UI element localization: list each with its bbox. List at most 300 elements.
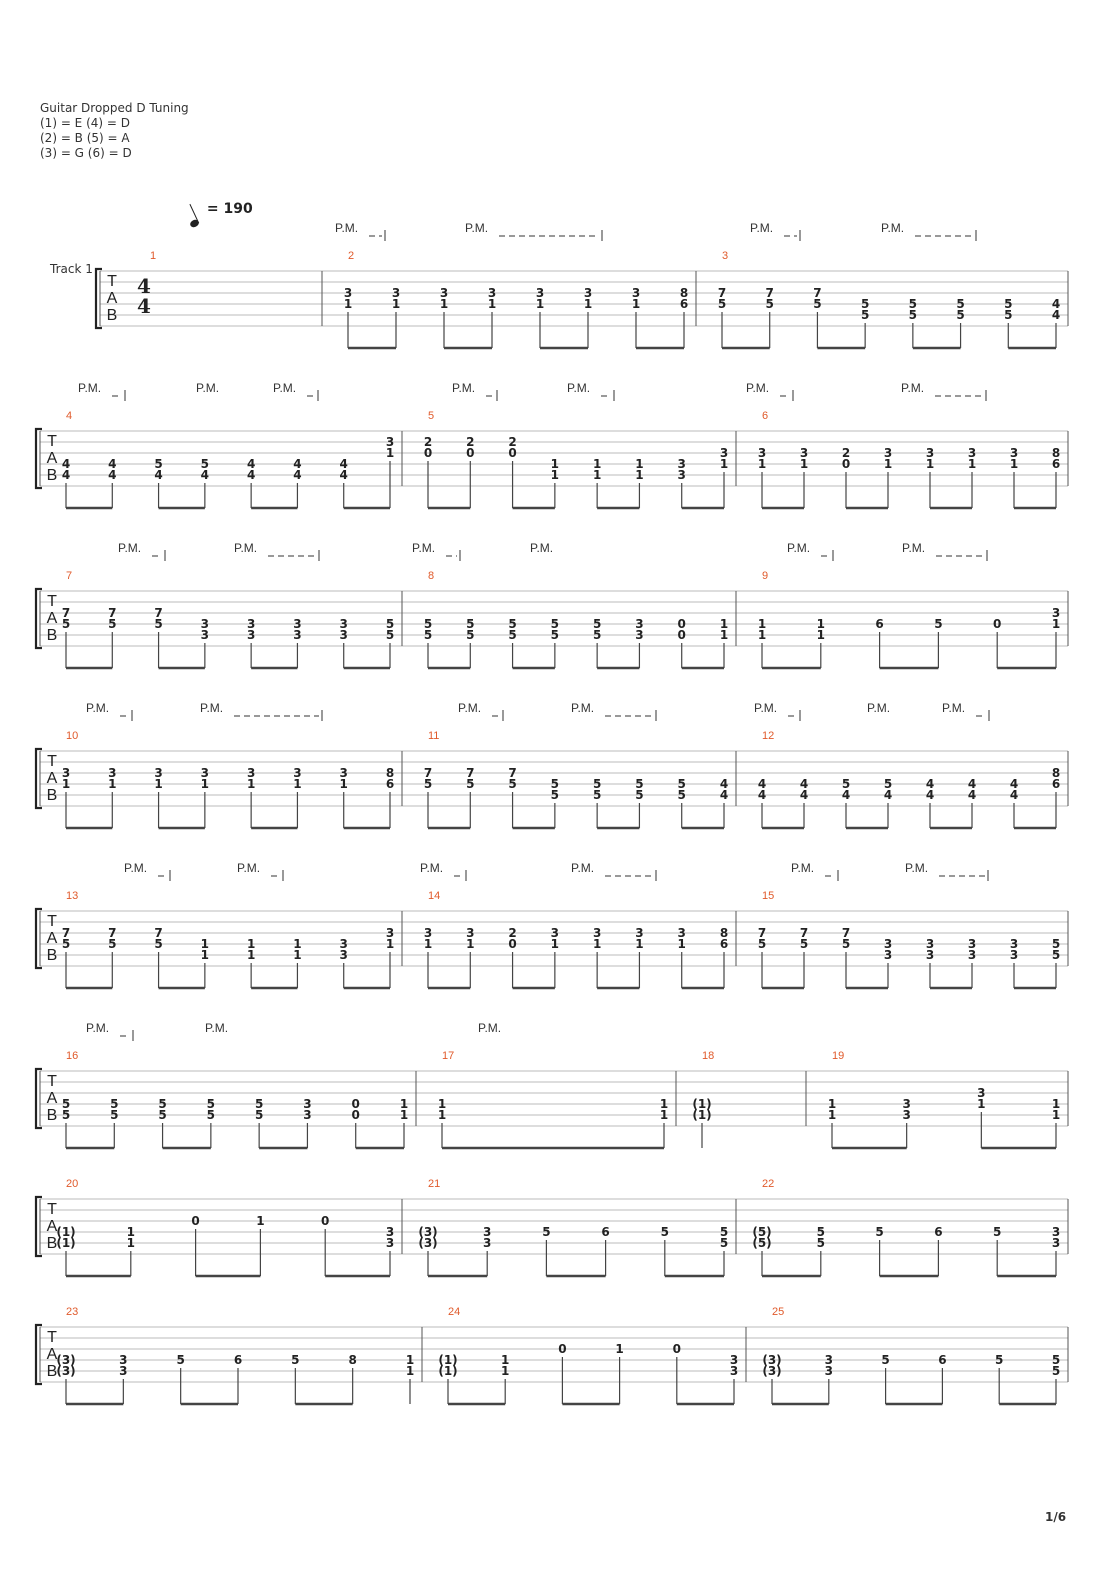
- fret-number: 1: [631, 297, 641, 311]
- fret-number: 3: [535, 286, 545, 300]
- tempo-value: = 190: [206, 201, 253, 217]
- fret-number: 1: [719, 617, 729, 631]
- fret-number: 5: [1051, 1353, 1061, 1367]
- fret-number: 5: [550, 617, 560, 631]
- fret-number: 7: [108, 926, 117, 940]
- fret-number: 1: [659, 1108, 669, 1122]
- fret-number: 5: [860, 297, 870, 311]
- tab-clef-letter: B: [46, 627, 58, 644]
- fret-number: 1: [883, 457, 893, 471]
- fret-number: 5: [550, 628, 560, 642]
- fret-number: 1: [246, 777, 256, 791]
- palm-mute-label: P.M.: [124, 861, 148, 875]
- fret-number: 3: [385, 1225, 395, 1239]
- fret-number: 5: [677, 788, 686, 802]
- measure-number: 13: [66, 890, 79, 902]
- fret-number: 1: [437, 1097, 447, 1111]
- fret-number: 7: [423, 766, 433, 780]
- tuning-title: Guitar Dropped D Tuning: [40, 101, 189, 115]
- fret-number: 0: [558, 1342, 567, 1356]
- fret-number: 1: [592, 468, 602, 482]
- fret-number: 5: [956, 297, 965, 311]
- fret-number: 4: [1051, 297, 1061, 311]
- fret-number: 5: [719, 1225, 729, 1239]
- fret-number: 6: [601, 1225, 610, 1239]
- fret-number: 3: [799, 446, 809, 460]
- fret-number: 3: [824, 1353, 833, 1367]
- fret-number: 3: [925, 446, 935, 460]
- fret-number: 1: [385, 446, 395, 460]
- fret-number: 1: [154, 777, 163, 791]
- fret-number: 6: [679, 297, 689, 311]
- fret-number: 4: [339, 457, 348, 471]
- fret-number: 4: [61, 457, 71, 471]
- fret-number: 7: [61, 926, 71, 940]
- palm-mute-label: P.M.: [750, 221, 774, 235]
- fret-number: 3: [635, 617, 644, 631]
- palm-mute-label: P.M.: [567, 381, 591, 395]
- fret-number: (3): [56, 1353, 76, 1367]
- fret-number: 5: [875, 1225, 884, 1239]
- fret-number: (3): [762, 1353, 782, 1367]
- fret-number: 1: [635, 457, 644, 471]
- palm-mute-label: P.M.: [465, 221, 489, 235]
- fret-number: 3: [200, 628, 210, 642]
- fret-number: 8: [1051, 446, 1061, 460]
- fret-number: 1: [592, 457, 602, 471]
- measure-number: 1: [150, 250, 157, 262]
- fret-number: 5: [592, 628, 602, 642]
- palm-mute-label: P.M.: [412, 541, 436, 555]
- fret-number: 4: [757, 788, 767, 802]
- fret-number: 1: [816, 617, 825, 631]
- fret-number: (1): [692, 1108, 712, 1122]
- fret-number: 5: [592, 788, 602, 802]
- fret-number: 7: [466, 766, 475, 780]
- fret-number: 1: [827, 1108, 837, 1122]
- fret-number: 1: [200, 937, 210, 951]
- fret-number: 3: [293, 628, 302, 642]
- fret-number: 6: [233, 1353, 243, 1367]
- fret-number: 5: [816, 1225, 825, 1239]
- fret-number: 1: [967, 457, 977, 471]
- fret-number: 1: [1009, 457, 1019, 471]
- fret-number: 1: [827, 1097, 837, 1111]
- fret-number: 0: [351, 1097, 360, 1111]
- tab-clef-letter: A: [46, 930, 58, 947]
- palm-mute-label: P.M.: [571, 701, 595, 715]
- tab-clef-letter: A: [46, 770, 58, 787]
- fret-number: 0: [321, 1214, 330, 1228]
- system-bracket: [36, 1325, 42, 1384]
- fret-number: 5: [110, 1108, 119, 1122]
- fret-number: 5: [466, 628, 475, 642]
- fret-number: (1): [56, 1225, 76, 1239]
- fret-number: 7: [757, 926, 767, 940]
- fret-number: 5: [908, 297, 918, 311]
- fret-number: 7: [841, 926, 851, 940]
- fret-number: 4: [339, 468, 348, 482]
- measure-number: 5: [428, 410, 435, 422]
- fret-number: 1: [1051, 1097, 1061, 1111]
- fret-number: 3: [977, 1086, 986, 1100]
- fret-number: 5: [592, 777, 602, 791]
- fret-number: 1: [816, 628, 825, 642]
- fret-number: 0: [508, 446, 517, 460]
- fret-number: 1: [977, 1097, 986, 1111]
- fret-number: 3: [635, 628, 644, 642]
- tab-clef-letter: A: [46, 610, 58, 627]
- measure-number: 14: [428, 890, 441, 902]
- tab-clef-letter: T: [47, 753, 57, 770]
- fret-number: 1: [615, 1342, 624, 1356]
- fret-number: 1: [719, 457, 729, 471]
- tab-clef-letter: A: [106, 290, 118, 307]
- fret-number: 4: [757, 777, 767, 791]
- fret-number: 5: [635, 777, 644, 791]
- fret-number: 0: [841, 457, 851, 471]
- measure-number: 20: [66, 1178, 79, 1190]
- fret-number: 5: [881, 1353, 890, 1367]
- fret-number: 1: [343, 297, 353, 311]
- tab-clef-letter: T: [47, 1073, 57, 1090]
- fret-number: 5: [660, 1225, 669, 1239]
- fret-number: (3): [418, 1225, 438, 1239]
- fret-number: 1: [246, 937, 256, 951]
- tuning-line-2: (2) = B (5) = A: [40, 131, 130, 145]
- fret-number: 5: [542, 1225, 551, 1239]
- fret-number: 5: [1004, 297, 1013, 311]
- fret-number: 1: [659, 1097, 669, 1111]
- fret-number: 3: [339, 617, 348, 631]
- fret-number: 1: [437, 1108, 447, 1122]
- fret-number: 3: [550, 926, 560, 940]
- fret-number: 5: [254, 1097, 264, 1111]
- fret-number: 4: [293, 457, 302, 471]
- measure-number: 9: [762, 570, 769, 582]
- fret-number: 3: [119, 1353, 128, 1367]
- fret-number: 0: [677, 617, 686, 631]
- fret-number: 5: [717, 297, 727, 311]
- fret-number: 3: [1051, 1236, 1061, 1250]
- tuning-line-3: (3) = G (6) = D: [40, 146, 132, 160]
- fret-number: 7: [765, 286, 774, 300]
- measure-number: 18: [702, 1050, 715, 1062]
- fret-number: 0: [466, 446, 475, 460]
- fret-number: 5: [61, 617, 71, 631]
- fret-number: 3: [303, 1108, 312, 1122]
- fret-number: 5: [934, 617, 943, 631]
- fret-number: 3: [385, 1236, 395, 1250]
- system-bracket: [36, 749, 42, 808]
- fret-number: (1): [438, 1353, 458, 1367]
- fret-number: 4: [925, 777, 935, 791]
- system-bracket: [96, 269, 102, 328]
- measure-number: 8: [428, 570, 435, 582]
- fret-number: 6: [719, 937, 729, 951]
- fret-number: 5: [550, 777, 560, 791]
- palm-mute-label: P.M.: [478, 1021, 502, 1035]
- tab-clef-letter: A: [46, 1218, 58, 1235]
- fret-number: 7: [154, 926, 163, 940]
- tab-clef-letter: T: [107, 273, 117, 290]
- tab-clef-letter: B: [46, 1363, 58, 1380]
- fret-number: 5: [799, 937, 809, 951]
- fret-number: 0: [677, 628, 686, 642]
- palm-mute-label: P.M.: [881, 221, 905, 235]
- fret-number: 3: [385, 435, 395, 449]
- palm-mute-label: P.M.: [196, 381, 220, 395]
- fret-number: 2: [508, 926, 517, 940]
- measure-number: 15: [762, 890, 775, 902]
- fret-number: 5: [635, 788, 644, 802]
- fret-number: 4: [154, 468, 163, 482]
- fret-number: 1: [246, 948, 256, 962]
- fret-number: 5: [466, 617, 475, 631]
- fret-number: 1: [405, 1353, 415, 1367]
- tab-clef-letter: T: [47, 1329, 57, 1346]
- tab-clef-letter: B: [106, 307, 118, 324]
- fret-number: 4: [246, 468, 256, 482]
- fret-number: 5: [466, 777, 475, 791]
- fret-number: 4: [799, 777, 809, 791]
- fret-number: 1: [535, 297, 545, 311]
- fret-number: 8: [348, 1353, 357, 1367]
- fret-number: 4: [1009, 777, 1019, 791]
- fret-number: (5): [752, 1236, 772, 1250]
- fret-number: (1): [56, 1236, 76, 1250]
- palm-mute-label: P.M.: [86, 1021, 110, 1035]
- fret-number: 1: [677, 937, 686, 951]
- fret-number: 2: [423, 435, 433, 449]
- fret-number: 3: [729, 1364, 739, 1378]
- tab-clef-letter: A: [46, 450, 58, 467]
- fret-number: 1: [550, 468, 560, 482]
- fret-number: 5: [908, 308, 918, 322]
- fret-number: 0: [508, 937, 517, 951]
- fret-number: 3: [677, 468, 686, 482]
- fret-number: 3: [883, 948, 893, 962]
- fret-number: 3: [967, 937, 977, 951]
- fret-number: (3): [418, 1236, 438, 1250]
- fret-number: 1: [799, 457, 809, 471]
- fret-number: 3: [246, 617, 256, 631]
- fret-number: 3: [967, 446, 977, 460]
- fret-number: 1: [293, 948, 302, 962]
- fret-number: 3: [200, 617, 210, 631]
- tab-clef-letter: B: [46, 947, 58, 964]
- fret-number: 3: [391, 286, 401, 300]
- measure-number: 2: [348, 250, 355, 262]
- fret-number: 8: [679, 286, 689, 300]
- fret-number: 0: [351, 1108, 360, 1122]
- palm-mute-label: P.M.: [237, 861, 261, 875]
- time-signature-bottom: 4: [137, 294, 151, 318]
- fret-number: 3: [343, 286, 353, 300]
- fret-number: 3: [677, 457, 686, 471]
- fret-number: 1: [635, 937, 644, 951]
- fret-number: 7: [61, 606, 71, 620]
- fret-number: 3: [824, 1364, 833, 1378]
- fret-number: 3: [483, 1236, 492, 1250]
- fret-number: 4: [293, 468, 302, 482]
- fret-number: 3: [1009, 446, 1019, 460]
- fret-number: 5: [423, 617, 433, 631]
- fret-number: (3): [56, 1364, 76, 1378]
- fret-number: 3: [925, 937, 935, 951]
- fret-number: 1: [757, 617, 767, 631]
- measure-number: 19: [832, 1050, 845, 1062]
- fret-number: 2: [508, 435, 517, 449]
- fret-number: 5: [508, 777, 517, 791]
- fret-number: 4: [61, 468, 71, 482]
- palm-mute-label: P.M.: [78, 381, 102, 395]
- palm-mute-label: P.M.: [867, 701, 891, 715]
- palm-mute-label: P.M.: [571, 861, 595, 875]
- fret-number: 5: [1051, 948, 1061, 962]
- fret-number: 5: [508, 628, 517, 642]
- fret-number: 1: [126, 1236, 135, 1250]
- fret-number: 0: [672, 1342, 681, 1356]
- palm-mute-label: P.M.: [791, 861, 815, 875]
- fret-number: 0: [191, 1214, 200, 1228]
- fret-number: 7: [717, 286, 727, 300]
- tuning-line-1: (1) = E (4) = D: [40, 116, 130, 130]
- fret-number: 4: [967, 777, 977, 791]
- fret-number: 5: [158, 1108, 167, 1122]
- fret-number: 3: [583, 286, 593, 300]
- tab-clef-letter: A: [46, 1346, 58, 1363]
- fret-number: 1: [550, 937, 560, 951]
- system-bracket: [36, 589, 42, 648]
- fret-number: 3: [902, 1108, 911, 1122]
- fret-number: 1: [293, 777, 302, 791]
- fret-number: 3: [883, 937, 893, 951]
- fret-number: 1: [61, 777, 71, 791]
- palm-mute-label: P.M.: [86, 701, 110, 715]
- measure-number: 7: [66, 570, 73, 582]
- tab-clef-letter: B: [46, 1235, 58, 1252]
- tab-clef-letter: T: [47, 913, 57, 930]
- fret-number: 3: [154, 766, 163, 780]
- fret-number: 1: [1051, 617, 1061, 631]
- fret-number: 5: [423, 628, 433, 642]
- fret-number: 6: [875, 617, 884, 631]
- system-bracket: [36, 909, 42, 968]
- palm-mute-label: P.M.: [118, 541, 142, 555]
- fret-number: 7: [508, 766, 517, 780]
- fret-number: 5: [841, 777, 851, 791]
- fret-number: 3: [925, 948, 935, 962]
- fret-number: 4: [799, 788, 809, 802]
- fret-number: 5: [995, 1353, 1004, 1367]
- fret-number: 4: [841, 788, 851, 802]
- fret-number: 1: [466, 937, 475, 951]
- fret-number: 1: [108, 777, 117, 791]
- fret-number: 2: [841, 446, 851, 460]
- fret-number: 1: [757, 457, 767, 471]
- fret-number: 1: [423, 937, 433, 951]
- fret-number: 4: [925, 788, 935, 802]
- fret-number: 1: [439, 297, 449, 311]
- fret-number: 1: [757, 628, 767, 642]
- fret-number: 3: [483, 1225, 492, 1239]
- palm-mute-label: P.M.: [200, 701, 224, 715]
- fret-number: 5: [757, 937, 767, 951]
- fret-number: 5: [860, 308, 870, 322]
- palm-mute-label: P.M.: [273, 381, 297, 395]
- fret-number: 7: [813, 286, 822, 300]
- fret-number: 4: [719, 777, 729, 791]
- fret-number: 1: [339, 777, 348, 791]
- fret-number: 5: [176, 1353, 185, 1367]
- fret-number: 5: [677, 777, 686, 791]
- fret-number: 5: [1051, 937, 1061, 951]
- fret-number: 5: [291, 1353, 300, 1367]
- fret-number: 3: [1051, 606, 1061, 620]
- fret-number: 3: [293, 766, 302, 780]
- palm-mute-label: P.M.: [335, 221, 359, 235]
- fret-number: 5: [61, 1108, 71, 1122]
- palm-mute-label: P.M.: [530, 541, 554, 555]
- fret-number: 5: [813, 297, 822, 311]
- tab-clef-letter: T: [47, 1201, 57, 1218]
- measure-number: 3: [722, 250, 729, 262]
- palm-mute-label: P.M.: [754, 701, 778, 715]
- tab-clef-letter: B: [46, 787, 58, 804]
- fret-number: 5: [592, 617, 602, 631]
- system-bracket: [36, 429, 42, 488]
- fret-number: 5: [385, 628, 395, 642]
- fret-number: 4: [883, 788, 893, 802]
- fret-number: 5: [956, 308, 965, 322]
- fret-number: 3: [883, 446, 893, 460]
- fret-number: (5): [752, 1225, 772, 1239]
- fret-number: 3: [729, 1353, 739, 1367]
- fret-number: 3: [719, 446, 729, 460]
- fret-number: 3: [592, 926, 602, 940]
- fret-number: 4: [1051, 308, 1061, 322]
- track-label: Track 1: [50, 262, 93, 276]
- fret-number: 3: [246, 628, 256, 642]
- measure-number: 16: [66, 1050, 79, 1062]
- fret-number: 6: [938, 1353, 947, 1367]
- fret-number: 5: [61, 1097, 71, 1111]
- fret-number: 3: [631, 286, 641, 300]
- fret-number: 5: [154, 457, 163, 471]
- measure-number: 21: [428, 1178, 441, 1190]
- fret-number: 5: [158, 1097, 167, 1111]
- fret-number: 5: [154, 617, 163, 631]
- fret-number: (3): [762, 1364, 782, 1378]
- fret-number: 3: [1009, 948, 1019, 962]
- fret-number: 4: [200, 468, 210, 482]
- fret-number: 7: [154, 606, 163, 620]
- fret-number: 5: [206, 1097, 216, 1111]
- palm-mute-label: P.M.: [787, 541, 811, 555]
- tab-clef-letter: T: [47, 593, 57, 610]
- palm-mute-label: P.M.: [902, 541, 926, 555]
- tab-clef-letter: T: [47, 433, 57, 450]
- fret-number: 6: [1051, 777, 1061, 791]
- fret-number: 3: [439, 286, 449, 300]
- fret-number: 3: [108, 766, 117, 780]
- fret-number: 3: [246, 766, 256, 780]
- palm-mute-label: P.M.: [905, 861, 929, 875]
- fret-number: 3: [1009, 937, 1019, 951]
- fret-number: 5: [423, 777, 433, 791]
- fret-number: 1: [550, 457, 560, 471]
